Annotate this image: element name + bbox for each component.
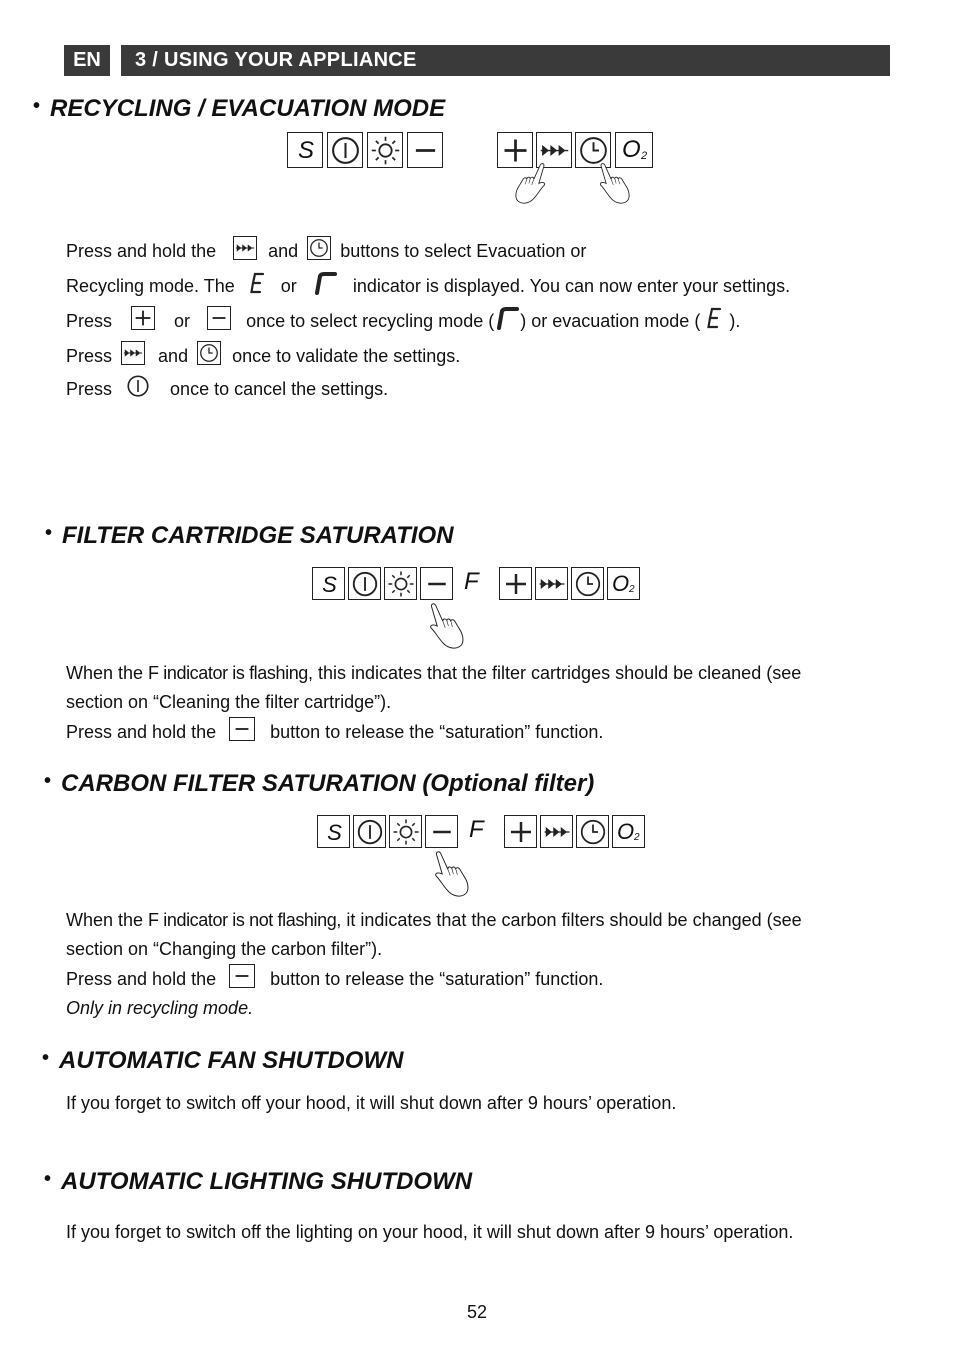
chapter-title: 3 / USING YOUR APPLIANCE xyxy=(121,45,890,76)
filter-line-3: Press and hold the button to release the “saturation” function. xyxy=(66,718,603,747)
page-number: 52 xyxy=(466,1302,488,1322)
section-title-filter: • FILTER CARTRIDGE SATURATION xyxy=(45,522,454,549)
evacuation-indicator-icon xyxy=(250,271,266,295)
recycling-line-3: Press or once to select recycling mode ( ) or evacuation mode ( ). xyxy=(66,307,740,336)
power-icon xyxy=(125,373,151,399)
hand-icon xyxy=(430,850,472,906)
plus-icon xyxy=(504,815,537,848)
power-icon xyxy=(348,567,381,600)
timer-icon xyxy=(576,815,609,848)
minus-icon xyxy=(229,717,255,741)
lighting-text: If you forget to switch off the lighting on your hood, it will shut down after 9 hours’ operation. xyxy=(66,1222,794,1242)
carbon-line-2: section on “Changing the carbon filter”). xyxy=(66,939,383,959)
light-icon xyxy=(384,567,417,600)
plus-icon xyxy=(131,306,155,330)
f-indicator: F xyxy=(464,568,479,595)
carbon-line-3: Press and hold the button to release the “saturation” function. xyxy=(66,965,603,994)
minus-icon xyxy=(425,815,458,848)
o2-key: O 2 xyxy=(615,132,653,168)
language-badge: EN xyxy=(64,45,110,76)
filter-line-2: section on “Cleaning the filter cartridge”). xyxy=(66,692,392,712)
power-icon xyxy=(353,815,386,848)
section-title-recycling: • RECYCLING / EVACUATION MODE xyxy=(33,95,446,122)
s-key: S xyxy=(312,567,345,600)
boost-icon xyxy=(121,341,145,365)
light-icon xyxy=(389,815,422,848)
control-panel-carbon xyxy=(317,814,647,910)
o2-key: O 2 xyxy=(612,815,645,848)
timer-icon xyxy=(307,236,331,260)
filter-line-1: When the F indicator is flashing, this indicates that the filter cartridges should be cleaned (see xyxy=(66,663,802,683)
timer-icon xyxy=(571,567,604,600)
recycling-line-5: Press once to cancel the settings. xyxy=(66,375,388,404)
minus-icon xyxy=(420,567,453,600)
recycling-line-2: Recycling mode. The or indicator is displayed. You can now enter your settings. xyxy=(66,272,790,301)
s-key: S xyxy=(287,132,323,168)
minus-icon xyxy=(407,132,443,168)
o2-key: O 2 xyxy=(607,567,640,600)
control-panel-recycling xyxy=(287,131,657,211)
power-icon xyxy=(327,132,363,168)
boost-icon xyxy=(540,815,573,848)
boost-icon xyxy=(233,236,257,260)
section-title-fan: • AUTOMATIC FAN SHUTDOWN xyxy=(42,1047,404,1074)
timer-icon xyxy=(197,341,221,365)
light-icon xyxy=(367,132,403,168)
recycling-line-4: Press and once to validate the settings. xyxy=(66,342,460,371)
plus-icon xyxy=(499,567,532,600)
section-title-lighting: • AUTOMATIC LIGHTING SHUTDOWN xyxy=(44,1168,473,1195)
carbon-line-1: When the F indicator is not flashing, it indicates that the carbon filters should be changed (see xyxy=(66,910,802,930)
s-key: S xyxy=(317,815,350,848)
fan-text: If you forget to switch off your hood, it will shut down after 9 hours’ operation. xyxy=(66,1093,677,1113)
recycling-indicator-icon xyxy=(494,306,520,330)
recycling-indicator-icon xyxy=(312,271,338,295)
hand-icon xyxy=(593,162,635,212)
evacuation-indicator-icon xyxy=(707,306,723,330)
hand-icon xyxy=(425,602,467,658)
hand-icon xyxy=(510,162,552,212)
minus-icon xyxy=(229,964,255,988)
minus-icon xyxy=(207,306,231,330)
section-title-carbon: • CARBON FILTER SATURATION (Optional filter) xyxy=(44,770,595,797)
f-indicator: F xyxy=(469,816,484,843)
recycling-line-1: Press and hold the and buttons to select Evacuation or xyxy=(66,237,586,266)
boost-icon xyxy=(535,567,568,600)
carbon-line-4: Only in recycling mode. xyxy=(66,998,254,1018)
control-panel-filter xyxy=(312,566,642,662)
